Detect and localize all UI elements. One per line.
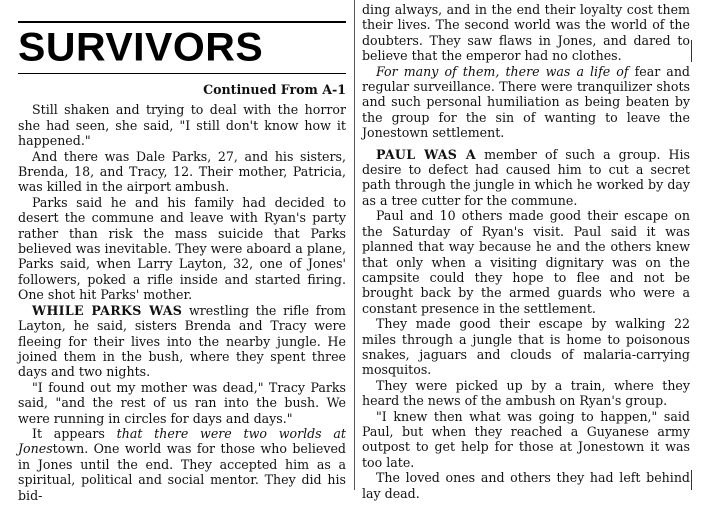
paragraph: They made good their escape by walking 22 miles through a jungle that is home to poisonous snakes, jaguars and clouds of malaria-carrying mosquitos. [362,316,690,378]
paragraph: "I found out my mother was dead," Tracy Parks said, "and the rest of us ran into the bush. We were running in circles for days and days." [18,379,346,426]
edge-rule [691,470,692,490]
headline-rule [18,21,346,74]
headline: SURVIVORS [18,24,264,70]
left-column [18,0,346,503]
continued-from: Continued From A-1 [203,82,346,97]
subhead-lead: WHILE PARKS WAS [32,302,183,318]
subhead-lead: PAUL WAS A [376,146,477,162]
paragraph: Paul and 10 others made good their escape on the Saturday of Ryan's visit. Paul said it was planned that way because he and the others knew that only when a visiting dignitary was on the campsite could they hope to flee and not be brought back by the armed guards who were a constant presence in the settlement. [362,208,690,316]
paragraph: Still shaken and trying to deal with the horror she had seen, she said, "I still don't know how it happened." [18,102,346,149]
paragraph-continued: ding always, and in the end their loyalty cost them their lives. The second world was the world of the doubters. They saw flaws in Jones, and dared to believe that the emperor had no clothes. [362,2,690,64]
paragraph: The loved ones and others they had left behind lay dead. [362,470,690,501]
paragraph-subhead: PAUL WAS A member of such a group. His desire to defect had caused him to cut a secret path through the jungle in which he worked by day as a tree cutter for the commune. [362,146,691,208]
paragraph: "I knew then what was going to happen," said Paul, but when they reached a Guyanese army outpost to get help for those at Jonestown it was too late. [362,408,690,470]
paragraph: For many of them, there was a life of fear and regular surveillance. There were tranquilizer shots and such personal humiliation as being beaten by the group for the sin of wanting to leave the Jonestown settlement. [362,63,690,141]
right-column [362,2,690,501]
paragraph: They were picked up by a train, where they heard the news of the ambush on Ryan's group. [362,377,690,409]
paragraph: It appears that there were two worlds at Jonestown. One world was for those who believed in Jones until the end. They accepted him as a spiritual, political and social mentor. They did his bid- [18,425,346,503]
paragraph: Parks said he and his family had decided to desert the commune and leave with Ryan's party rather than risk the mass suicide that Parks believed was inevitable. They were aboard a plane, Parks said, when Larry Layton, 32, one of Jones' followers, poked a rifle inside and started firing. One shot hit Parks' mother. [18,194,346,303]
edge-rule [691,40,692,62]
paragraph-subhead: WHILE PARKS WAS wrestling the rifle from Layton, he said, sisters Brenda and Tracy were fleeing for their lives into the nearby jungle. He joined them in the bush, where they spent three days and two nights. [18,302,346,380]
paragraph: And there was Dale Parks, 27, and his sisters, Brenda, 18, and Tracy, 12. Their mother, Patricia, was killed in the airport ambush. [18,148,346,195]
column-divider [354,0,355,490]
